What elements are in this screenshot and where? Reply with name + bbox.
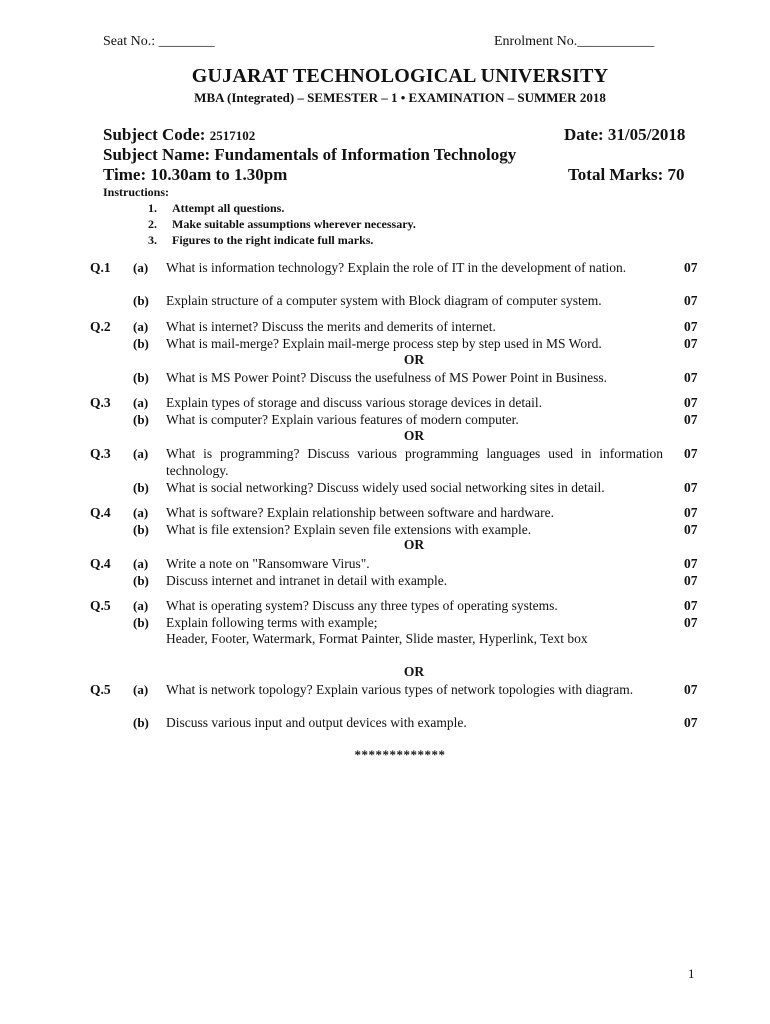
instruction-item [148, 233, 373, 248]
exam-line: MBA (Integrated) – SEMESTER – 1 • EXAMINATION – SUMMER 2018 [194, 90, 606, 105]
question-marks: 07 [684, 446, 698, 461]
question-number: Q.5 [90, 682, 111, 697]
sub-question-label: (b) [133, 573, 149, 588]
seat-number-field: Seat No.: ________ [103, 34, 215, 49]
question-number: Q.1 [90, 260, 111, 275]
sub-question-label: (b) [133, 522, 149, 537]
or-separator: OR [403, 537, 425, 552]
sub-question-label: (b) [133, 715, 149, 730]
sub-question-label: (a) [133, 682, 149, 697]
instruction-text: Attempt all questions. [172, 201, 285, 215]
question-number: Q.5 [90, 598, 111, 613]
instruction-number: 3. [148, 233, 157, 247]
question-text: What is software? Explain relationship between software and hardware. [166, 505, 554, 520]
total-marks: Total Marks: 70 [568, 165, 685, 184]
exam-date: Date: 31/05/2018 [564, 125, 686, 144]
university-title: GUJARAT TECHNOLOGICAL UNIVERSITY [191, 65, 609, 87]
question-marks: 07 [684, 395, 698, 410]
sub-question-label: (a) [133, 505, 149, 520]
sub-question-label: (b) [133, 370, 149, 385]
question-text: Explain following terms with example; [166, 615, 378, 630]
question-text: Discuss various input and output devices with example. [166, 715, 467, 730]
instruction-number: 1. [148, 201, 157, 215]
sub-question-label: (a) [133, 395, 149, 410]
question-marks: 07 [684, 260, 698, 275]
question-text: What is computer? Explain various features of modern computer. [166, 412, 519, 427]
instructions-title: Instructions: [103, 185, 170, 199]
question-text: What is MS Power Point? Discuss the usefulness of MS Power Point in Business. [166, 370, 608, 385]
question-text: Write a note on "Ransomware Virus". [166, 556, 370, 571]
question-text: What is operating system? Discuss any three types of operating systems. [166, 598, 558, 613]
subject-code [103, 125, 255, 145]
question-marks: 07 [684, 598, 698, 613]
question-marks: 07 [684, 682, 698, 697]
question-marks: 07 [684, 370, 698, 385]
exam-time: Time: 10.30am to 1.30pm [103, 165, 288, 184]
question-text: What is file extension? Explain seven file extensions with example. [166, 522, 532, 537]
or-separator: OR [403, 664, 425, 679]
question-marks: 07 [684, 480, 698, 495]
question-text: What is internet? Discuss the merits and demerits of internet. [166, 319, 496, 334]
sub-question-label: (a) [133, 446, 149, 461]
instruction-text: Make suitable assumptions wherever necessary. [172, 217, 416, 231]
page-number: 1 [688, 966, 695, 981]
end-stars: ************* [354, 747, 446, 762]
question-number: Q.2 [90, 319, 111, 334]
question-number: Q.4 [90, 556, 111, 571]
question-marks: 07 [684, 715, 698, 730]
sub-question-label: (a) [133, 598, 149, 613]
question-text-continued: Header, Footer, Watermark, Format Painter, Slide master, Hyperlink, Text box [166, 631, 588, 646]
sub-question-label: (b) [133, 615, 149, 630]
question-text: Discuss internet and intranet in detail with example. [166, 573, 448, 588]
question-text: What is programming? Discuss various programming languages used in information technology. [166, 446, 663, 478]
question-text: What is network topology? Explain various types of network topologies with diagram. [166, 682, 634, 697]
sub-question-label: (b) [133, 412, 149, 427]
sub-question-label: (a) [133, 260, 149, 275]
question-marks: 07 [684, 615, 698, 630]
sub-question-label: (b) [133, 336, 149, 351]
question-text: Explain types of storage and discuss various storage devices in detail. [166, 395, 543, 410]
sub-question-label: (a) [133, 556, 149, 571]
instruction-item [148, 217, 416, 232]
subject-code-label: Subject Code: [103, 125, 206, 144]
question-marks: 07 [684, 556, 698, 571]
question-marks: 07 [684, 319, 698, 334]
enrolment-number-field: Enrolment No.___________ [494, 34, 655, 49]
sub-question-label: (b) [133, 480, 149, 495]
question-marks: 07 [684, 573, 698, 588]
subject-code-value: 2517102 [209, 128, 256, 143]
question-text: What is social networking? Discuss widely used social networking sites in detail. [166, 480, 605, 495]
question-marks: 07 [684, 505, 698, 520]
question-text: What is information technology? Explain the role of IT in the development of nation. [166, 260, 627, 275]
question-number: Q.3 [90, 395, 111, 410]
sub-question-label: (a) [133, 319, 149, 334]
question-marks: 07 [684, 412, 698, 427]
question-number: Q.3 [90, 446, 111, 461]
question-marks: 07 [684, 336, 698, 351]
question-text: Explain structure of a computer system with Block diagram of computer system. [166, 293, 602, 308]
instruction-text: Figures to the right indicate full marks. [172, 233, 374, 247]
instruction-number: 2. [148, 217, 157, 231]
instruction-item [148, 201, 284, 216]
question-text: What is mail-merge? Explain mail-merge process step by step used in MS Word. [166, 336, 602, 351]
question-marks: 07 [684, 522, 698, 537]
or-separator: OR [403, 428, 425, 443]
question-marks: 07 [684, 293, 698, 308]
subject-name: Subject Name: Fundamentals of Information Technology [103, 145, 517, 164]
or-separator: OR [403, 352, 425, 367]
sub-question-label: (b) [133, 293, 149, 308]
question-number: Q.4 [90, 505, 111, 520]
